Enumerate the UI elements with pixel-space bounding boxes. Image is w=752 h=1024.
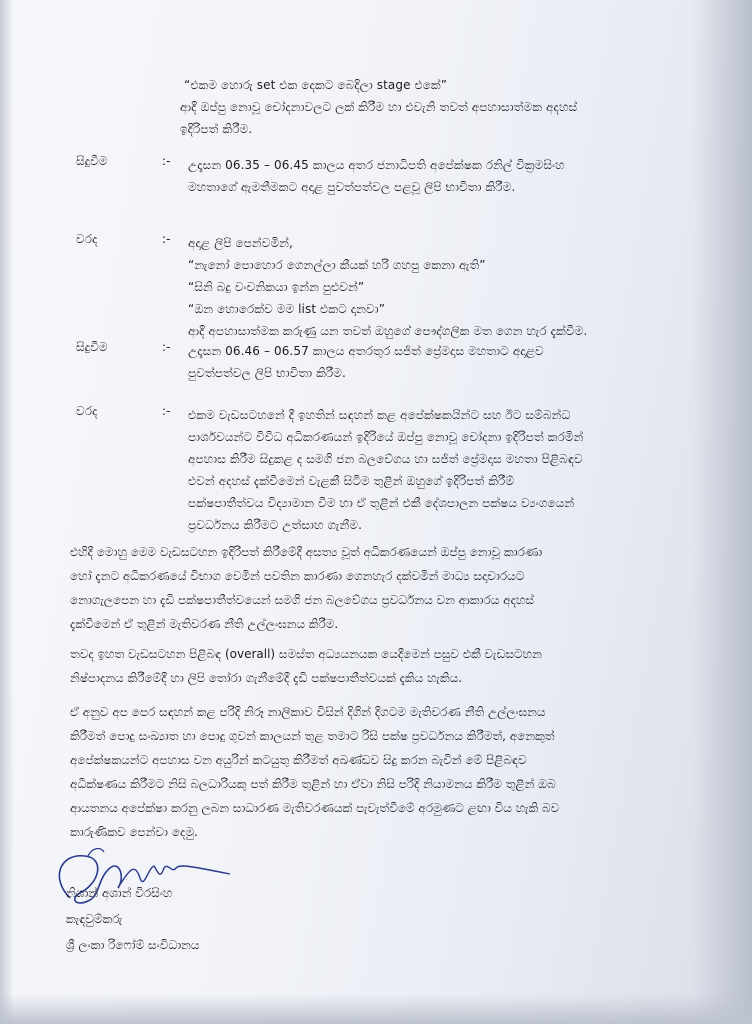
- quote-block: [180, 74, 674, 140]
- entry-colon: :-: [162, 340, 171, 354]
- entry-line: උදෑසන 06.35 – 06.45 කාලය අතර ජනාධිපති අපේක්ෂක රනිල් වික්‍රමසිංහ: [188, 158, 565, 172]
- paragraph-line: දැක්වීමෙන් ඒ තුළින් මැතිවරණ නීති උල්ලංඝනය කිරීම.: [70, 617, 339, 631]
- entry-line: “නැනෝ පොහොර ගෙනල්ලා කීයක් හරි ගහපු කෙනා ඇති”: [188, 258, 486, 272]
- entry-line: ප්‍රවර්ධනය කිරීමට උත්සාහ ගැනීම.: [188, 518, 362, 532]
- entry-label: සිදුවීම: [76, 340, 108, 354]
- entry-colon: :-: [162, 404, 171, 418]
- entry-label: වරද: [76, 404, 98, 418]
- paragraph-line: එහිදී මොහු මෙම වැඩසටහන ඉදිරිපත් කිරීමේදී අසත්‍ය වූත් අධිකරණයෙන් ඔප්පු නොවූ කාරණා: [70, 545, 543, 559]
- entry-line: එකම වැඩසටහනේ දී ඉහතින් සඳහන් කළ අපේක්ෂකයින්ට සහ ඊට සම්බන්ධ: [188, 408, 571, 422]
- paragraph-request: [70, 700, 680, 844]
- entry-colon: :-: [162, 154, 171, 168]
- entry-line: පුවත්පත්වල ලිපි භාවිතා කිරීම.: [188, 366, 346, 380]
- signatory-name: නිශාන් අශාන් විරසිංහ: [66, 886, 173, 900]
- quote-line: “එකම හොරු set එක දෙකට බෙදිලා stage එකේ”: [184, 78, 448, 92]
- quote-line: ඉදිරිපත් කිරීම.: [180, 122, 253, 136]
- entry-label: වරද: [76, 232, 98, 246]
- entry-line: “සිනි බදු වංචනිකයා ඉන්න පුළුවන්”: [188, 280, 365, 294]
- entry-line: අදාළ ලිපි පෙන්වමින්,: [188, 236, 293, 250]
- entry-body: [188, 154, 718, 198]
- entry-line: උදෑසන 06.46 – 06.57 කාලය අතරතුර සජිත් ප්‍රේමදාස මහතාට අදාළව: [188, 344, 544, 358]
- paragraph-line: තවද ඉහත වැඩසටහන පිළිබඳ (overall) සමස්ත අධ්‍යයනයක යෙදීමෙන් පසුව එකී වැඩසටහන: [70, 647, 542, 661]
- paragraph-line: නොගැලපෙන හා දැඩි පක්ෂපාතීත්වයෙන් සමගි ජන බලවේගය ප්‍රවර්ධනය වන ආකාරය අදහස්: [70, 593, 534, 607]
- entry-line: “ඔන හොරෙක්ව මම list එකට දානවා”: [188, 302, 386, 316]
- entry-body: [188, 340, 718, 384]
- paragraph-line: ආයතනය අපේක්ෂා කරනු ලබන සාධාරණ මැතිවරණයක් පැවැත්වීමේ අරමුණට ළඟා විය හැකි බව: [70, 801, 560, 815]
- page-shadow-left: [0, 0, 14, 1024]
- entry-line: එවන් අදහස් දැක්වීමෙන් වැළකී සිටීම තුළින් ඔහුගේ ඉදිරිපත් කිරීම්: [188, 474, 515, 488]
- entry-line: අපහාස කිරීම සිදුකළ ද සමගි ජන බලවේගය හා සජිත් ප්‍රේමදාස මහතා පිළිබඳව: [188, 452, 583, 466]
- organization-name: ශ්‍රී ලංකා රිෆෝම් සංවිධානය: [66, 938, 200, 952]
- paragraph-violation: [70, 540, 680, 636]
- entry-line: ආදී අපහාසාත්මක කරුණු යන තවත් ඔහුගේ පෞද්ගලික මත ගෙන හැර දැක්වීම.: [188, 324, 588, 338]
- entry-body: [188, 404, 718, 536]
- signatory-title: කැඳවුම්කරු: [66, 912, 123, 926]
- paragraph-line: හෝ දැනට අධිකරණයේ විභාග වෙමින් පවතින කාරණා ගෙනහැර දක්වමින් මාධ්‍ය සදාචාරයට: [70, 569, 525, 583]
- entry-line: පක්ෂපාතීත්වය විද්‍යාමාන වීම හා ඒ තුළින් එකී දේශපාලන පක්ෂය ව්‍යංගයෙන්: [188, 496, 575, 510]
- paragraph-line: කාරුණිකව පෙන්වා දෙමු.: [70, 825, 198, 839]
- paragraph-line: නිෂ්පාදනය කිරීමේදී හා ලිපි තෝරා ගැනීමේදී දැඩි පක්ෂපාතීත්වයක් දැකිය හැකිය.: [70, 671, 463, 685]
- paragraph-line: ඒ අනුව අප පෙර සඳහන් කළ පරිදි නිරූ නාලිකාව විසින් දිගින් දිගටම මැතිවරණ නීති උල්ලංඝනය: [70, 705, 546, 719]
- entry-line: මහතාගේ ඇමතීමකට අදාළ පුවත්පත්වල පළවූ ලිපි භාවිතා කිරීම.: [188, 180, 516, 194]
- entry-label: සිදුවීම: [76, 154, 108, 168]
- quote-line: ආදී ඔප්පු නොවූ චෝදනාවලට ලක් කිරීම හා එවැනි තවත් අපහාසාත්මක අදහස්: [180, 100, 578, 114]
- paragraph-line: අපේක්ෂකයන්ට අපහාස වන අයුරින් කටයුතු කිරීමත් අඛණ්ඩව සිදු කරන බැවින් මේ පිළිබඳව: [70, 753, 527, 767]
- paragraph-overall: [70, 642, 680, 690]
- page-shadow-bottom: [0, 994, 752, 1024]
- entry-line: පාර්ශවයන්ට විවිධ අධිකරණයන් ඉදිරියේ ඔප්පු නොවූ චෝදනා ඉදිරිපත් කරමින්: [188, 430, 584, 444]
- paragraph-line: කිරීමත් පොදු සංඛ්‍යාත හා පොදු ගුවන් කාලයන් තුළ තමාට රිසි පක්ෂ ප්‍රවර්ධනය කිරීමත්, අනෙකුත්: [70, 729, 555, 743]
- signoff-block: [66, 880, 200, 958]
- entry-body: [188, 232, 718, 342]
- paragraph-line: අධීක්ෂණය කිරීමට නිසි බලධාරියකු පත් කිරීම තුළින් හා ඒවා නිසි පරිදි නියාමනය කිරීම තුළින් ඔබ: [70, 777, 556, 791]
- entry-colon: :-: [162, 232, 171, 246]
